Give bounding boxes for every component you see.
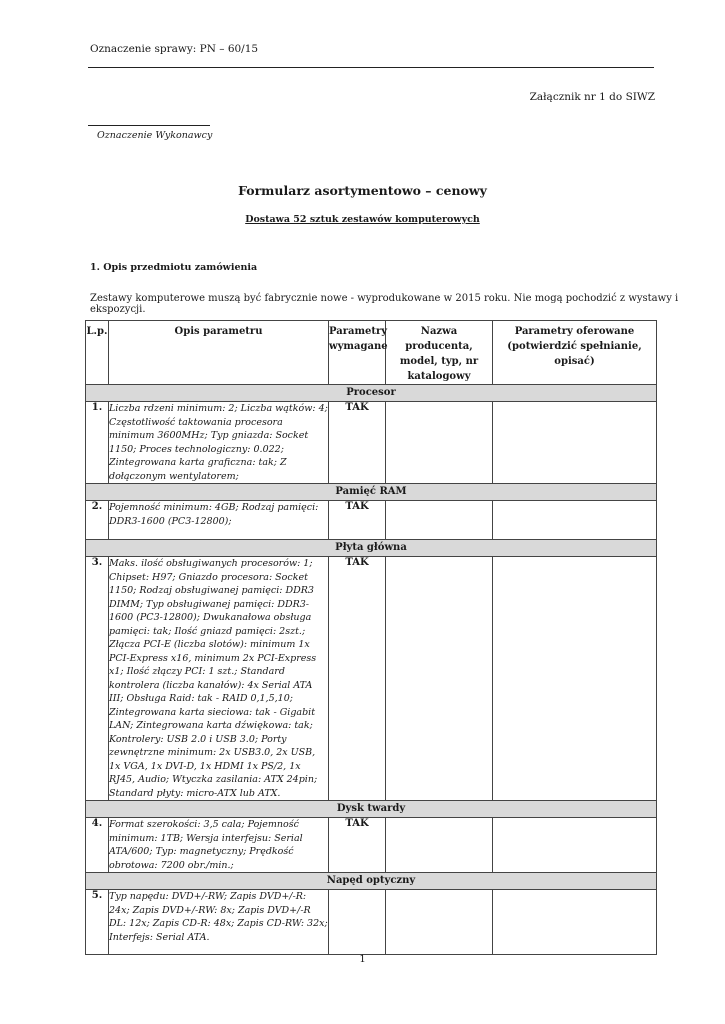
category-label: Napęd optyczny xyxy=(86,873,657,890)
intro-paragraph: Zestawy komputerowe muszą być fabrycznie nowe - wyprodukowane w 2015 roku. Nie mogą pochodzić z wystawy i ekspozycji. xyxy=(90,293,679,315)
required-value xyxy=(329,890,386,955)
producer-cell[interactable] xyxy=(386,557,493,801)
row-number: 3. xyxy=(86,557,109,801)
required-value: TAK xyxy=(329,557,386,801)
offered-parameters-cell[interactable] xyxy=(493,890,657,955)
annex-label: Załącznik nr 1 do SIWZ xyxy=(529,91,655,103)
producer-cell[interactable] xyxy=(386,501,493,540)
column-header-lp: L.p. xyxy=(86,321,109,385)
column-header-description: Opis parametru xyxy=(109,321,329,385)
table-row xyxy=(86,501,657,540)
producer-cell[interactable] xyxy=(386,402,493,484)
required-value: TAK xyxy=(329,402,386,484)
case-reference: Oznaczenie sprawy: PN – 60/15 xyxy=(90,43,259,55)
page-title: Formularz asortymentowo – cenowy xyxy=(238,183,487,198)
row-number: 4. xyxy=(86,818,109,873)
parameter-description: Pojemność minimum: 4GB; Rodzaj pamięci: DDR3-1600 (PC3-12800); xyxy=(109,501,329,540)
table-row xyxy=(86,890,657,955)
required-value: TAK xyxy=(329,818,386,873)
offered-parameters-cell[interactable] xyxy=(493,402,657,484)
offered-parameters-cell[interactable] xyxy=(493,501,657,540)
page-number: 1 xyxy=(359,954,366,965)
row-number: 1. xyxy=(86,402,109,484)
column-header-producer: Nazwa producenta, model, typ, nr katalogowy xyxy=(386,321,493,385)
row-number: 5. xyxy=(86,890,109,955)
category-row xyxy=(86,385,657,402)
column-header-required: Parametry wymagane xyxy=(329,321,386,385)
table-row xyxy=(86,402,657,484)
category-row xyxy=(86,801,657,818)
table-header-row xyxy=(86,321,657,385)
table-row xyxy=(86,557,657,801)
category-row xyxy=(86,540,657,557)
section-heading: 1. Opis przedmiotu zamówienia xyxy=(90,262,258,273)
parameter-description: Maks. ilość obsługiwanych procesorów: 1; Chipset: H97; Gniazdo procesora: Socket 1150; Rodzaj obsługiwanej pamięci: DDR3 DIMM; Typ obsługiwanej pamięci: DDR3-1600 (PC3-12800); Dwukanałowa obsługa pamięci: tak; Ilość gniazd pamięci: 2szt.; Złącza PCI-E (liczba slotów): minimum 1x PCI-Express x16, minimum 2x PCI-Express x1; Ilość złączy PCI: 1 szt.; Standard kontrolera (liczba kanałów): 4x Serial ATA III; Obsługa Raid: tak - RAID 0,1,5,10; Zintegrowana karta sieciowa: tak - Gigabit LAN; Zintegrowana karta dźwiękowa: tak; Kontrolery: USB 2.0 i USB 3.0; Porty zewnętrzne minimum: 2x USB3.0, 2x USB, 1x VGA, 1x DVI-D, 1x HDMI 1x PS/2, 1x RJ45, Audio; Wtyczka zasilania: ATX 24pin; Standard płyty: micro-ATX lub ATX. xyxy=(109,557,329,801)
column-header-offered: Parametry oferowane (potwierdzić spełnianie, opisać) xyxy=(493,321,657,385)
spec-table xyxy=(85,320,657,955)
parameter-description: Typ napędu: DVD+/-RW; Zapis DVD+/-R: 24x; Zapis DVD+/-RW: 8x; Zapis DVD+/-R DL: 12x; Zapis CD-R: 48x; Zapis CD-RW: 32x; Interfejs: Serial ATA. xyxy=(109,890,329,955)
contractor-signature-line xyxy=(88,125,210,126)
offered-parameters-cell[interactable] xyxy=(493,557,657,801)
contractor-label: Oznaczenie Wykonawcy xyxy=(97,130,213,141)
category-label: Płyta główna xyxy=(86,540,657,557)
category-label: Procesor xyxy=(86,385,657,402)
category-row xyxy=(86,484,657,501)
table-row xyxy=(86,818,657,873)
row-number: 2. xyxy=(86,501,109,540)
parameter-description: Liczba rdzeni minimum: 2; Liczba wątków: 4; Częstotliwość taktowania procesora minimum 3600MHz; Typ gniazda: Socket 1150; Proces technologiczny: 0.022; Zintegrowana karta graficzna: tak; Z dołączonym wentylatorem; xyxy=(109,403,328,482)
parameter-description: Format szerokości: 3,5 cala; Pojemność minimum: 1TB; Wersja interfejsu: Serial ATA/600; Typ: magnetyczny; Prędkość obrotowa: 7200 obr./min.; xyxy=(109,818,329,873)
category-label: Pamięć RAM xyxy=(86,484,657,501)
producer-cell[interactable] xyxy=(386,890,493,955)
page-subtitle: Dostawa 52 sztuk zestawów komputerowych xyxy=(245,214,480,225)
producer-cell[interactable] xyxy=(386,818,493,873)
offered-parameters-cell[interactable] xyxy=(493,818,657,873)
required-value: TAK xyxy=(329,501,386,540)
header-divider xyxy=(88,67,654,68)
category-row xyxy=(86,873,657,890)
category-label: Dysk twardy xyxy=(86,801,657,818)
